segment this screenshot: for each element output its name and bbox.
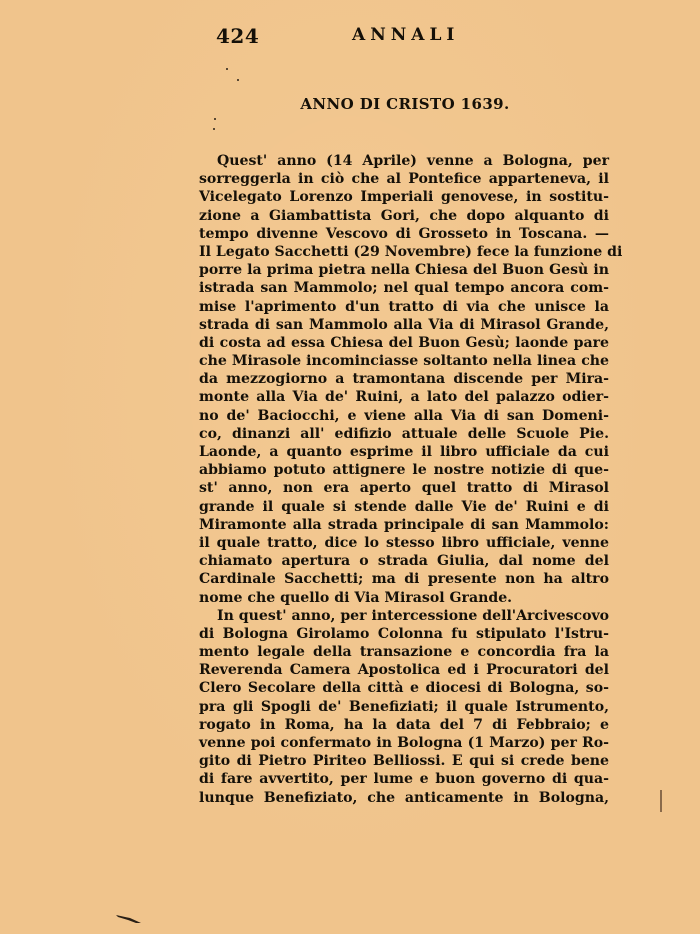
- text-line: di fare avvertito, per lume e buon governo di qua-: [199, 771, 609, 788]
- page-header: [0, 24, 700, 50]
- text-line: gito di Pietro Piriteo Belliossi. E qui si crede bene: [199, 753, 609, 770]
- text-line: Laonde, a quanto esprime il libro ufficiale da cui: [199, 444, 609, 460]
- text-line: Quest' anno (14 Aprile) venne a Bologna, per: [217, 153, 609, 169]
- text-line: nome che quello di Via Mirasol Grande.: [199, 589, 513, 606]
- text-line: porre la prima pietra nella Chiesa del Buon Gesù in: [199, 262, 609, 279]
- text-line: pra gli Spogli de' Benefiziati; il quale Istrumento,: [199, 698, 609, 715]
- text-line: Reverenda Camera Apostolica ed i Procuratori del: [199, 662, 609, 679]
- print-speck: [237, 79, 239, 81]
- text-line: monte alla Via de' Ruini, a lato del palazzo odier-: [199, 389, 609, 406]
- text-line: mise l'aprimento d'un tratto di via che unisce la: [199, 298, 609, 315]
- text-line: co, dinanzi all' edifizio attuale delle Scuole Pie.: [199, 425, 609, 442]
- text-line: Cardinale Sacchetti; ma di presente non ha altro: [199, 571, 609, 588]
- text-line: istrada san Mammolo; nel qual tempo ancora com-: [199, 280, 609, 297]
- text-line: no de' Baciocchi, e viene alla Via di san Domeni-: [199, 407, 609, 424]
- body-text: [199, 152, 623, 807]
- text-line: Miramonte alla strada principale di san Mammolo:: [199, 516, 609, 533]
- text-line: abbiamo potuto attignere le nostre notizie di que-: [199, 462, 609, 479]
- print-speck: [214, 118, 216, 120]
- text-line: di costa ad essa Chiesa del Buon Gesù; laonde pare: [199, 334, 609, 351]
- text-line: Vicelegato Lorenzo Imperiali genovese, in sostitu-: [199, 189, 609, 206]
- chapter-heading: ANNO DI CRISTO 1639.: [300, 95, 510, 113]
- text-line: mento legale della transazione e concordia fra la: [199, 644, 609, 661]
- text-line: il quale tratto, dice lo stesso libro ufficiale, venne: [199, 534, 609, 551]
- text-line: venne poi confermato in Bologna (1 Marzo) per Ro-: [199, 735, 609, 751]
- text-line: da mezzogiorno a tramontana discende per Mira-: [199, 371, 609, 388]
- text-line: In quest' anno, per intercessione dell'Arcivescovo: [217, 607, 610, 624]
- print-speck: [226, 68, 228, 70]
- text-line: st' anno, non era aperto quel tratto di Mirasol: [199, 480, 609, 497]
- text-line: lunque Benefiziato, che anticamente in Bologna,: [199, 789, 609, 806]
- text-line: strada di san Mammolo alla Via di Mirasol Grande,: [199, 316, 609, 333]
- text-line: tempo divenne Vescovo di Grosseto in Toscana. —: [199, 225, 609, 242]
- ink-smudge: [116, 914, 142, 924]
- margin-mark: [660, 790, 662, 812]
- text-line: di Bologna Girolamo Colonna fu stipulato l'Istru-: [199, 625, 609, 642]
- print-speck: [213, 128, 215, 130]
- text-line: chiamato apertura o strada Giulia, dal nome del: [199, 553, 609, 570]
- text-line: grande il quale si stende dalle Vie de' Ruini e di: [199, 498, 609, 515]
- running-title: ANNALI: [352, 25, 460, 45]
- text-line: Clero Secolare della città e diocesi di Bologna, so-: [199, 680, 609, 697]
- text-line: rogato in Roma, ha la data del 7 di Febbraio; e: [199, 716, 609, 733]
- text-line: Il Legato Sacchetti (29 Novembre) fece la funzione di: [199, 243, 623, 260]
- page-number: 424: [216, 24, 260, 48]
- text-line: sorreggerla in ciò che al Pontefice apparteneva, il: [199, 171, 609, 188]
- text-line: zione a Giambattista Gori, che dopo alquanto di: [199, 207, 609, 224]
- text-line: che Mirasole incominciasse soltanto nella linea che: [199, 353, 609, 370]
